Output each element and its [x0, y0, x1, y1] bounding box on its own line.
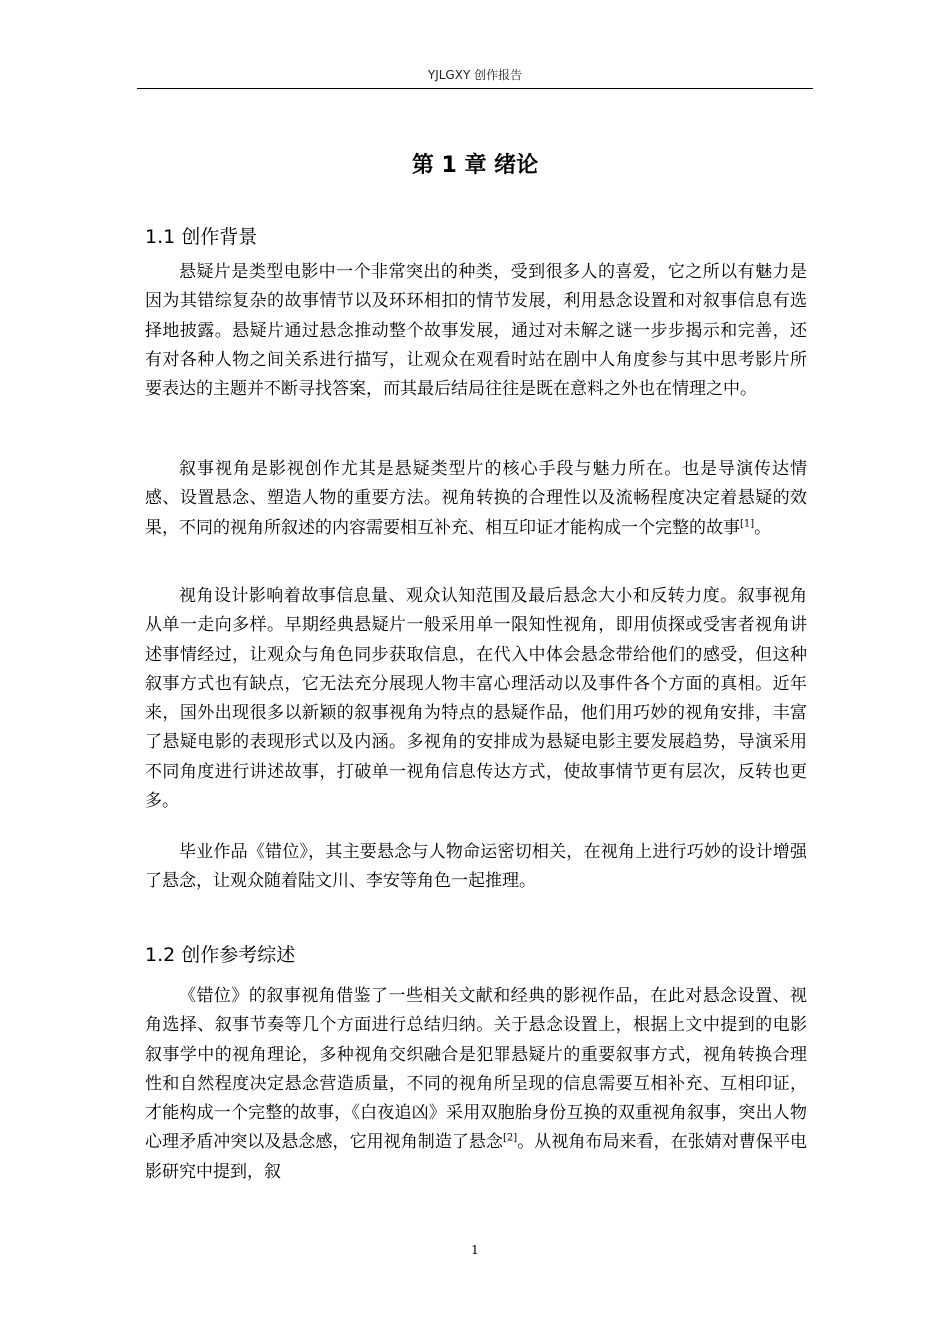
paragraph-tail: 。从视角布局来看，在张婧对曹保平电影研究中提到，叙	[145, 1132, 808, 1182]
citation-ref: [2]	[503, 1132, 518, 1144]
paragraph	[145, 455, 807, 543]
page-header: YJLGXY 创作报告	[427, 68, 523, 82]
paragraph-text: 《错位》的叙事视角借鉴了一些相关文献和经典的影视作品，在此对悬念设置、视角选择、叙事节奏等几个方面进行总结归纳。关于悬念设置上，根据上文中提到的电影叙事学中的视角理论，多种视角交织融合是犯罪悬疑片的重要叙事方式，视角转换合理性和自然程度决定悬念营造质量，不同的视角所呈现的信息需要互相补充、互相印证，才能构成一个完整的故事，《白夜追凶》采用双胞胎身份互换的双重视角叙事，突出人物心理矛盾冲突以及悬念感，它用视角制造了悬念	[145, 986, 807, 1153]
section-heading-1-1: 1.1 创作背景	[145, 226, 258, 248]
paragraph	[145, 582, 807, 816]
page-number: 1	[471, 1243, 479, 1257]
header-divider	[137, 88, 813, 89]
paragraph-text: 叙事视角是影视创作尤其是悬疑类型片的核心手段与魅力所在。也是导演传达情感、设置悬念、塑造人物的重要方法。视角转换的合理性以及流畅程度决定着悬疑的效果，不同的视角所叙述的内容需要相互补充、相互印证才能构成一个完整的故事	[145, 459, 807, 538]
chapter-title: 第 1 章 绪论	[411, 153, 539, 178]
citation-ref: [1]	[740, 517, 755, 529]
paragraph	[145, 838, 807, 897]
paragraph	[145, 258, 807, 404]
paragraph-tail: 。	[754, 517, 772, 538]
paragraph-text: 毕业作品《错位》，其主要悬念与人物命运密切相关，在视角上进行巧妙的设计增强了悬念，让观众随着陆文川、李安等角色一起推理。	[145, 842, 807, 892]
paragraph-text: 视角设计影响着故事信息量、观众认知范围及最后悬念大小和反转力度。叙事视角从单一走向多样。早期经典悬疑片一般采用单一限知性视角，即用侦探或受害者视角讲述事情经过，让观众与角色同步获取信息，在代入中体会悬念带给他们的感受，但这种叙事方式也有缺点，它无法充分展现人物丰富心理活动以及事件各个方面的真相。近年来，国外出现很多以新颖的叙事视角为特点的悬疑作品，他们用巧妙的视角安排，丰富了悬疑电影的表现形式以及内涵。多视角的安排成为悬疑电影主要发展趋势，导演采用不同角度进行讲述故事，打破单一视角信息传达方式，使故事情节更有层次，反转也更多。	[145, 586, 807, 812]
paragraph	[145, 982, 807, 1187]
section-heading-1-2: 1.2 创作参考综述	[145, 944, 296, 966]
paragraph-text: 悬疑片是类型电影中一个非常突出的种类，受到很多人的喜爱，它之所以有魅力是因为其错综复杂的故事情节以及环环相扣的情节发展，利用悬念设置和对叙事信息有选择地披露。悬疑片通过悬念推动整个故事发展，通过对未解之谜一步步揭示和完善，还有对各种人物之间关系进行描写，让观众在观看时站在剧中人角度参与其中思考影片所要表达的主题并不断寻找答案，而其最后结局往往是既在意料之外也在情理之中。	[145, 262, 807, 400]
